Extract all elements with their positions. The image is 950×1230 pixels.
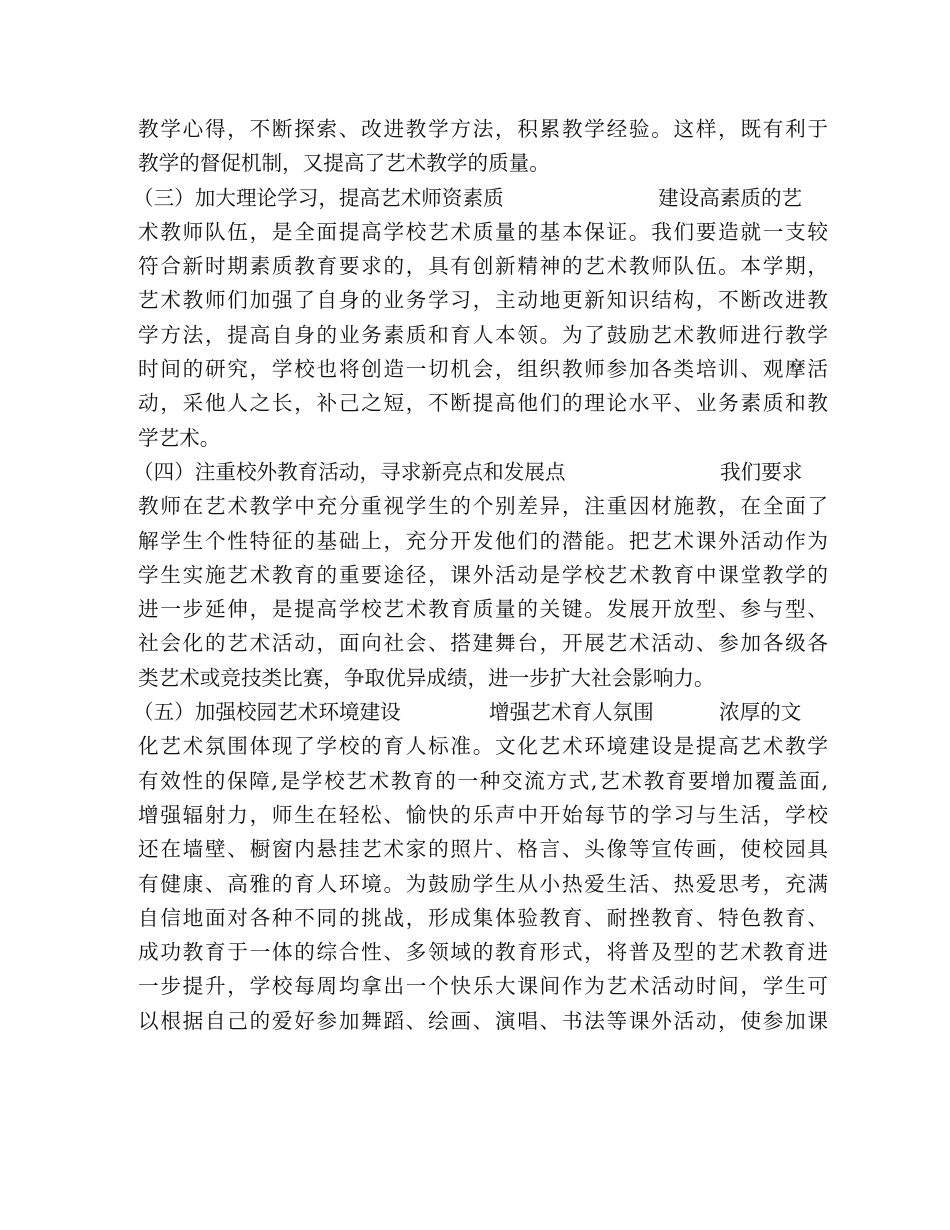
text-line: 成功教育于一体的综合性、多领域的教育形式，将普及型的艺术教育进 <box>138 940 828 965</box>
text-line: 类艺术或竞技类比赛，争取优异成绩，进一步扩大社会影响力。 <box>138 665 715 690</box>
section-heading-5 <box>133 695 828 729</box>
text-line: 自信地面对各种不同的挑战，形成集体验教育、耐挫教育、特色教育、 <box>138 905 828 930</box>
text-line: 学生实施艺术教育的重要途径，课外活动是学校艺术教育中课堂教学的 <box>138 562 828 587</box>
text-line: 符合新时期素质教育要求的，具有创新精神的艺术教师队伍。本学期， <box>138 254 828 279</box>
text-line: 一步提升，学校每周均拿出一个快乐大课间作为艺术活动时间，学生可 <box>138 974 828 999</box>
text-line: 有健康、高雅的育人环境。为鼓励学生从小热爱生活、热爱思考，充满 <box>138 871 828 896</box>
text-line: 时间的研究，学校也将创造一切机会，组织教师参加各类培训、观摩活 <box>138 357 828 382</box>
heading-title: （五）加强校园艺术环境建设 <box>133 700 401 725</box>
heading-title: （四）注重校外教育活动，寻求新亮点和发展点 <box>133 459 566 484</box>
text-line: 动，采他人之长，补己之短，不断提高他们的理论水平、业务素质和教 <box>138 391 828 416</box>
text-line: 化艺术氛围体现了学校的育人标准。文化艺术环境建设是提高艺术教学 <box>138 734 828 759</box>
text-line: 解学生个性特征的基础上，充分开发他们的潜能。把艺术课外活动作为 <box>138 528 828 553</box>
text-line: 教学的督促机制，又提高了艺术教学的质量。 <box>138 151 550 176</box>
text-line: 学方法，提高自身的业务素质和育人本领。为了鼓励艺术教师进行教学 <box>138 322 828 347</box>
text-line: 增强辐射力，师生在轻松、愉快的乐声中开始每节的学习与生活，学校 <box>138 802 828 827</box>
heading-lead-text: 建设高素质的艺 <box>658 185 803 210</box>
text-line: 还在墙壁、橱窗内悬挂艺术家的照片、格言、头像等宣传画，使校园具 <box>138 837 828 862</box>
text-line: 教学心得，不断探索、改进教学方法，积累教学经验。这样，既有利于 <box>138 117 828 141</box>
section-heading-4 <box>133 455 828 489</box>
text-line: 社会化的艺术活动，面向社会、搭建舞台，开展艺术活动、参加各级各 <box>138 631 828 656</box>
text-line: 教师在艺术教学中充分重视学生的个别差异，注重因材施教，在全面了 <box>138 494 828 519</box>
body-text <box>133 112 828 1038</box>
text-line: 艺术教师们加强了自身的业务学习，主动地更新知识结构，不断改进教 <box>138 288 828 313</box>
text-line: 进一步延伸，是提高学校艺术教育质量的关键。发展开放型、参与型、 <box>138 597 828 622</box>
text-line: 术教师队伍，是全面提高学校艺术质量的基本保证。我们要造就一支较 <box>138 219 828 244</box>
text-line: 以根据自己的爱好参加舞蹈、绘画、演唱、书法等课外活动，使参加课 <box>138 1008 828 1033</box>
heading-title: （三）加大理论学习，提高艺术师资素质 <box>133 185 504 210</box>
text-line: 有效性的保障,是学校艺术教育的一种交流方式,艺术教育要增加覆盖面, <box>138 768 828 793</box>
heading-lead-text: 浓厚的文 <box>719 700 802 725</box>
text-line: 学艺术。 <box>138 425 221 450</box>
section-heading-3 <box>133 181 828 215</box>
heading-mid-text: 增强艺术育人氛围 <box>489 700 654 725</box>
heading-lead-text: 我们要求 <box>720 459 803 484</box>
